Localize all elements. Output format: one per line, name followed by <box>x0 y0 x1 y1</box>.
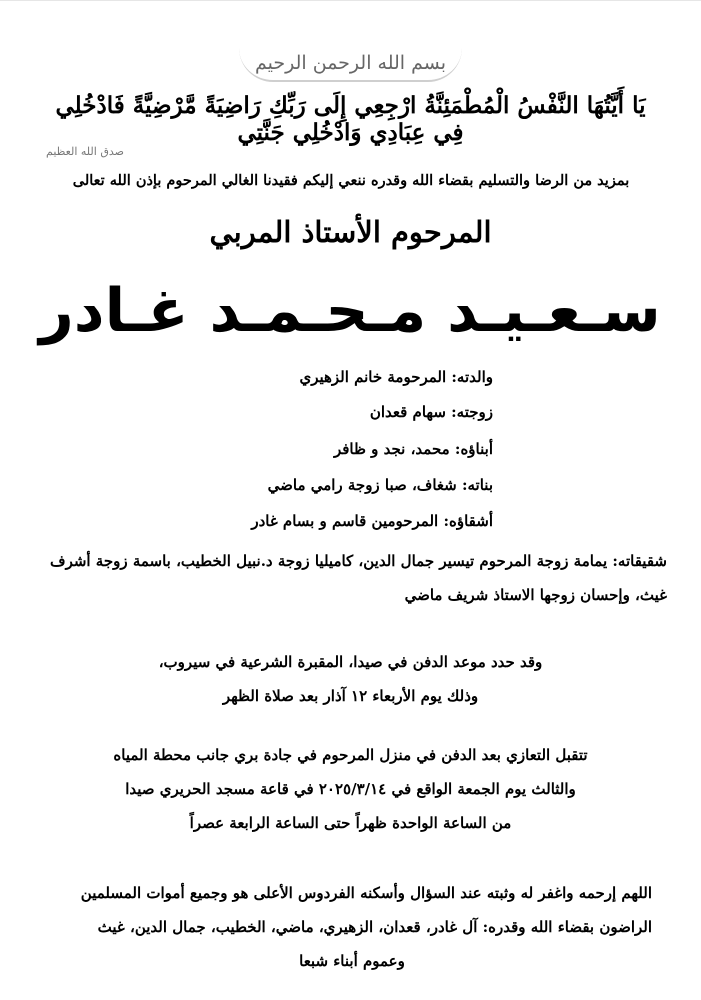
quran-verse: يَا أَيَّتُهَا النَّفْسُ الْمُطْمَئِنَّةُ ارْجِعِي إِلَى رَبِّكِ رَاضِيَةً مَّرْضِيَّةً فَادْخُلِي فِي عِبَادِي وَادْخُلِي جَنَّتِي <box>55 92 646 146</box>
sadaqa-allah-note: صدق الله العظيم <box>46 145 124 158</box>
basmala-header <box>0 48 701 82</box>
condolences-block <box>40 738 661 840</box>
burial-line-1: وقد حدد موعد الدفن في صيدا، المقبرة الشرعية في سيروب، <box>158 653 543 671</box>
brothers-label: أشقاؤه: <box>443 512 493 530</box>
daughters-line <box>268 476 493 494</box>
condolences-line-1: تتقبل التعازي بعد الدفن في منزل المرحوم في جادة بري جانب محطة المياه <box>113 746 588 764</box>
deceased-title: المرحوم الأستاذ المربي <box>209 215 492 249</box>
daughters-value: شغاف، صبا زوجة رامي ماضي <box>267 476 457 494</box>
mother-value: المرحومة خانم الزهيري <box>299 368 447 386</box>
brothers-line <box>251 512 493 530</box>
sons-label: أبناؤه: <box>454 440 493 458</box>
sons-value: محمد، نجد و ظافر <box>333 440 450 458</box>
sons-line <box>334 440 493 458</box>
mother-line <box>299 368 493 386</box>
intro-text: بمزيد من الرضا والتسليم بقضاء الله وقدره ننعي إليكم فقيدنا الغالي المرحوم بإذن الله تعالى <box>72 172 630 189</box>
condolences-line-3: من الساعة الواحدة ظهراً حتى الساعة الرابعة عصراً <box>189 814 512 832</box>
condolences-line-2: والثالث يوم الجمعة الواقع في ٢٠٢٥/٣/١٤ في قاعة مسجد الحريري صيدا <box>125 780 576 798</box>
sisters-block <box>32 544 667 612</box>
wife-line <box>370 403 493 421</box>
closing-line-1: اللهم إرحمه واغفر له وثبته عند السؤال وأسكنه الفردوس الأعلى هو وجميع أموات المسلمين <box>80 884 652 902</box>
daughters-label: بناته: <box>461 476 493 494</box>
sisters-line-2: غيث، وإحسان زوجها الاستاذ شريف ماضي <box>404 586 667 604</box>
closing-block <box>52 876 652 978</box>
closing-line-2: الراضون بقضاء الله وقدره: آل غادر، قعدان، الزهيري، ماضي، الخطيب، جمال الدين، غيث <box>97 918 652 936</box>
wife-value: سهام قعدان <box>369 403 446 421</box>
sisters-label: شقيقاته: <box>612 552 667 570</box>
burial-line-2: وذلك يوم الأربعاء ١٢ آذار بعد صلاة الظهر <box>222 687 479 705</box>
basmala-text: بسم الله الرحمن الرحيم <box>239 48 462 82</box>
sisters-line-1: يمامة زوجة المرحوم تيسير جمال الدين، كاميليا زوجة د.نبيل الخطيب، باسمة زوجة أشرف <box>50 552 608 570</box>
brothers-value: المرحومين قاسم و بسام غادر <box>251 512 439 530</box>
burial-block <box>40 645 661 713</box>
mother-label: والدته: <box>451 368 493 386</box>
closing-line-3: وعموم أبناء شبعا <box>299 952 405 970</box>
deceased-name: سـعـيـد مـحـمـد غـادر <box>39 276 661 346</box>
wife-label: زوجته: <box>451 403 493 421</box>
